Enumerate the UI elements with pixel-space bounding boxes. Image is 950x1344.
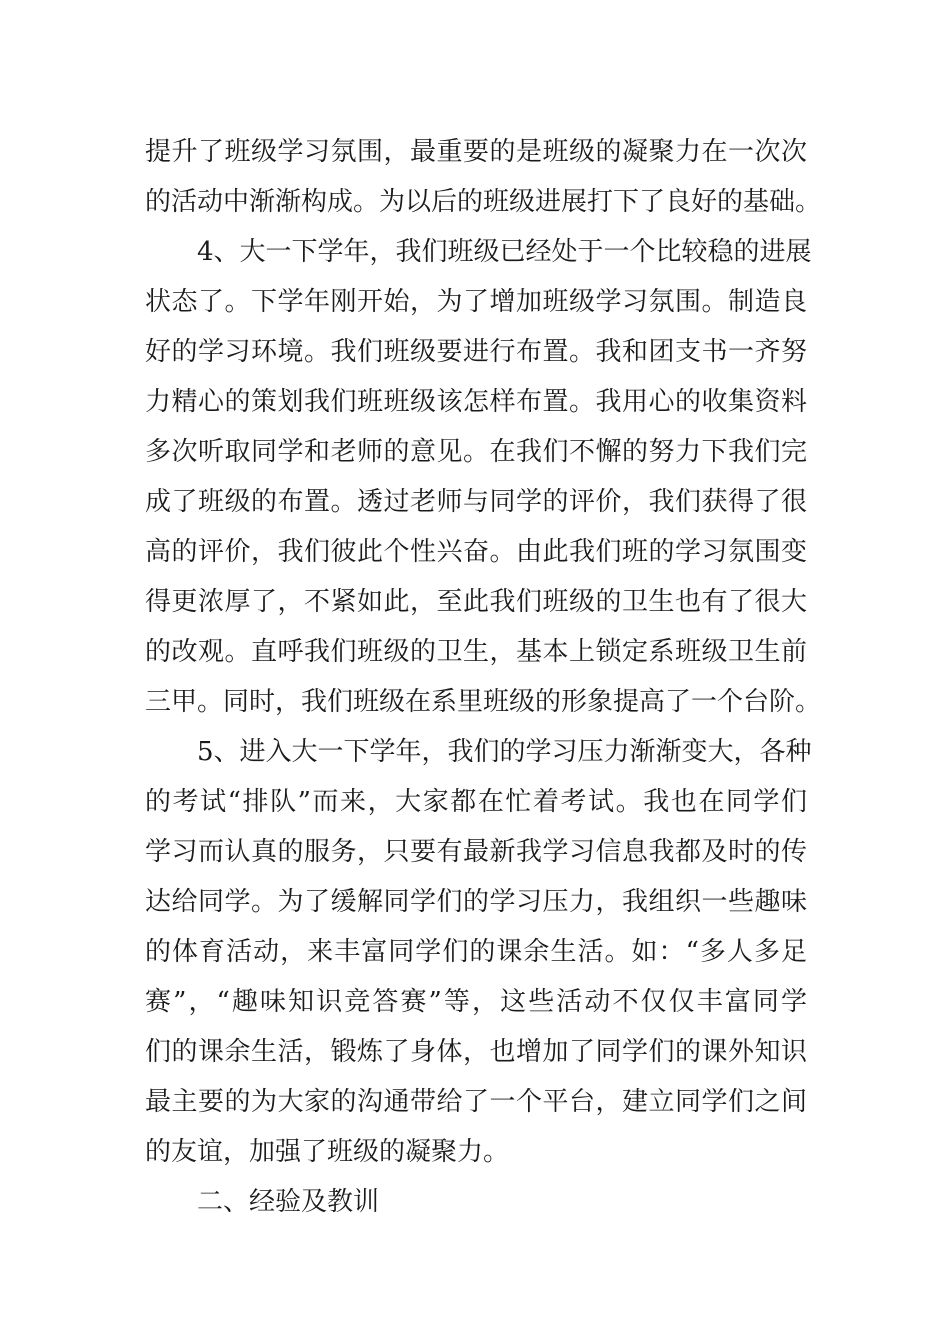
paragraph-line: 三甲。同时，我们班级在系里班级的形象提高了一个台阶。 (145, 687, 822, 717)
paragraph-line: 力精心的策划我们班班级该怎样布置。我用心的收集资料 (145, 387, 807, 417)
paragraph-line: 的友谊，加强了班级的凝聚力。 (145, 1137, 510, 1167)
paragraph-line: 状态了。下学年刚开始，为了增加班级学习氛围。制造良 (145, 287, 807, 317)
document-body (145, 127, 822, 1227)
paragraph-line: 高的评价，我们彼此个性兴奋。由此我们班的学习氛围变 (145, 537, 807, 567)
paragraph-line: 好的学习环境。我们班级要进行布置。我和团支书一齐努 (145, 337, 807, 367)
paragraph-line: 的考试“排队”而来，大家都在忙着考试。我也在同学们 (145, 787, 807, 817)
paragraph-line: 学习而认真的服务，只要有最新我学习信息我都及时的传 (145, 837, 807, 867)
paragraph-line: 的改观。直呼我们班级的卫生，基本上锁定系班级卫生前 (145, 637, 807, 667)
paragraph-line: 的体育活动，来丰富同学们的课余生活。如：“多人多足 (145, 937, 807, 967)
paragraph-line: 5、进入大一下学年，我们的学习压力渐渐变大，各种 (197, 737, 812, 767)
paragraph-line: 多次听取同学和老师的意见。在我们不懈的努力下我们完 (145, 437, 807, 467)
paragraph-line: 提升了班级学习氛围，最重要的是班级的凝聚力在一次次 (145, 137, 807, 167)
paragraph-line: 赛”，“趣味知识竞答赛”等，这些活动不仅仅丰富同学 (145, 987, 807, 1017)
section-heading: 二、经验及教训 (197, 1187, 380, 1217)
paragraph-line: 成了班级的布置。透过老师与同学的评价，我们获得了很 (145, 487, 807, 517)
paragraph-line: 们的课余生活，锻炼了身体，也增加了同学们的课外知识 (145, 1037, 807, 1067)
paragraph-line: 最主要的为大家的沟通带给了一个平台，建立同学们之间 (145, 1087, 807, 1117)
paragraph-line: 4、大一下学年，我们班级已经处于一个比较稳的进展 (197, 237, 812, 267)
paragraph-line: 的活动中渐渐构成。为以后的班级进展打下了良好的基础。 (145, 187, 822, 217)
paragraph-line: 得更浓厚了，不紧如此，至此我们班级的卫生也有了很大 (145, 587, 807, 617)
paragraph-line: 达给同学。为了缓解同学们的学习压力，我组织一些趣味 (145, 887, 807, 917)
